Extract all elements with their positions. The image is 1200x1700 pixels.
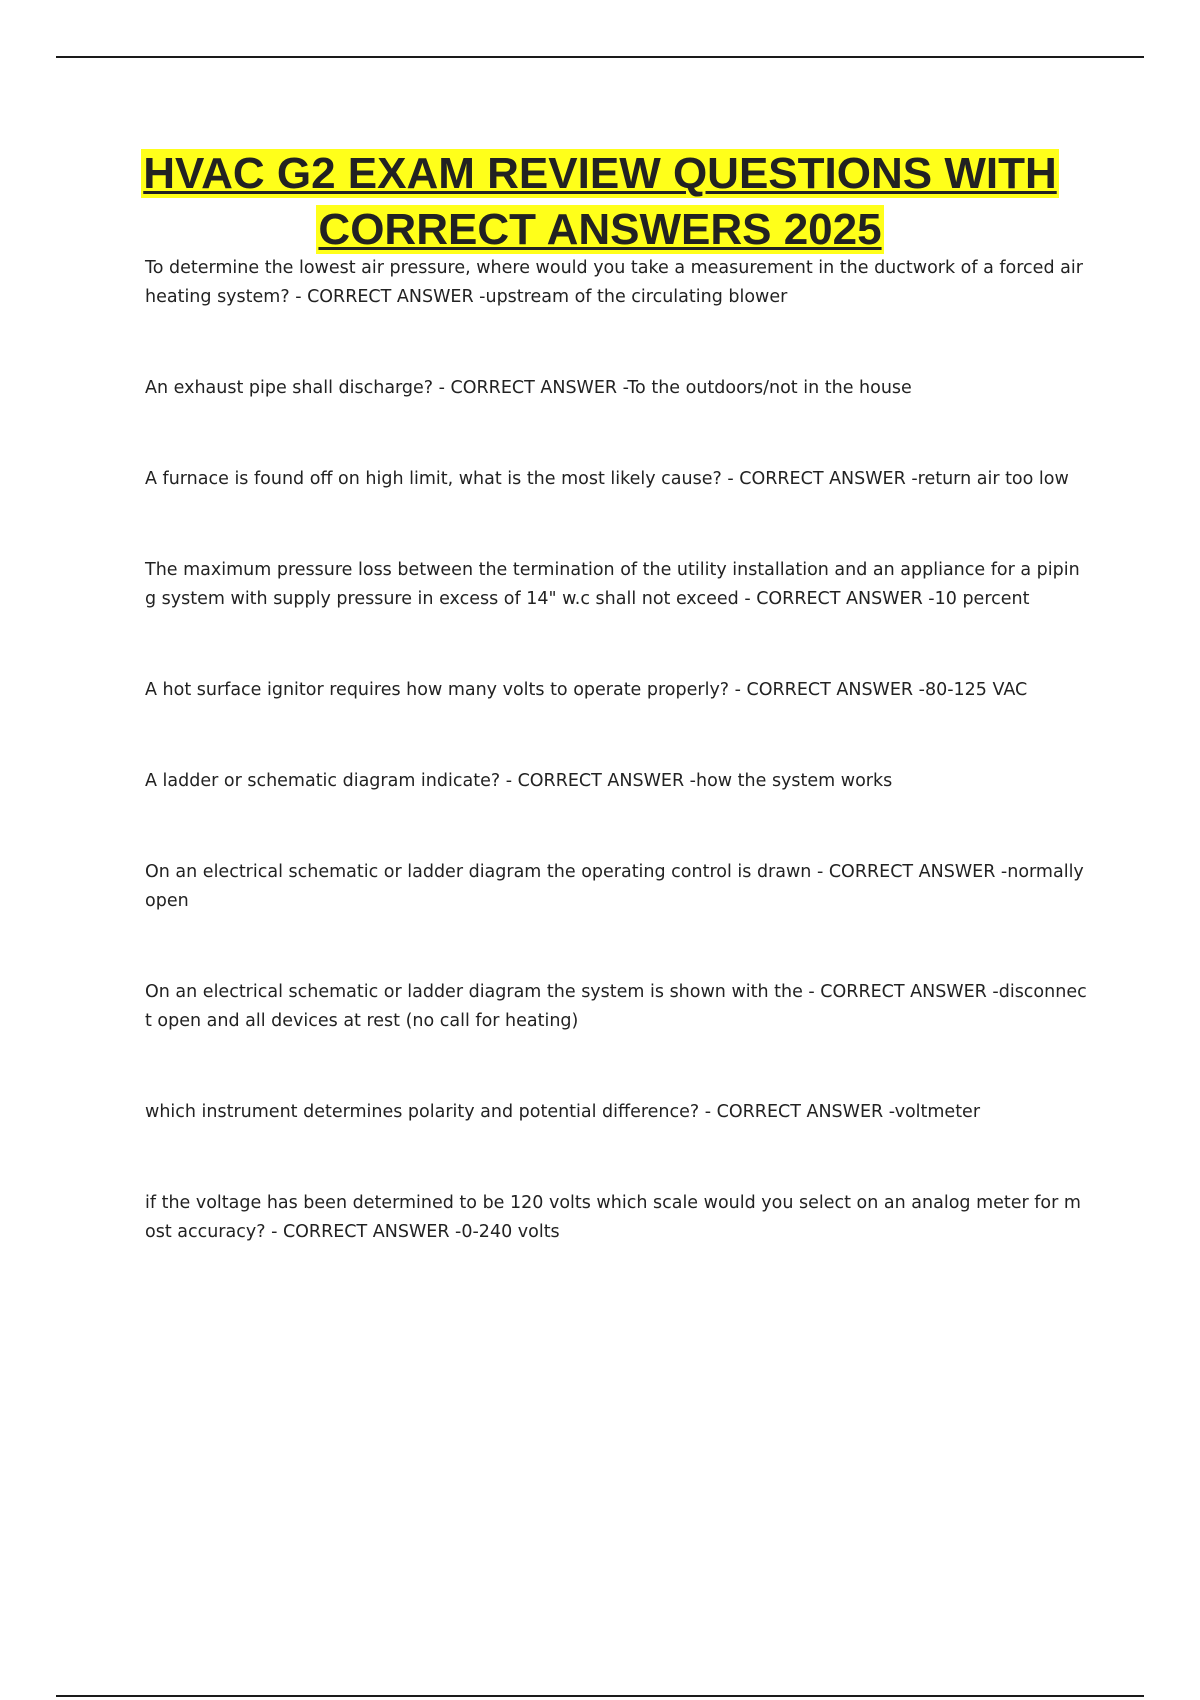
qa-item (145, 556, 1090, 614)
answer-separator: - CORRECT ANSWER - (729, 680, 925, 700)
qa-list (145, 254, 1090, 1309)
answer-separator: - CORRECT ANSWER - (500, 771, 696, 791)
question: which instrument determines polarity and potential difference? (145, 1102, 700, 1122)
question: A ladder or schematic diagram indicate? (145, 771, 501, 791)
qa-item (145, 858, 1090, 916)
answer-separator: - CORRECT ANSWER - (289, 287, 486, 307)
answer: upstream of the circulating blower (485, 287, 788, 307)
qa-item (145, 254, 1090, 312)
question: if the voltage has been determined to be 120 volts which scale would you select on an analog meter for most accuracy? (145, 1193, 1081, 1242)
question: A hot surface ignitor requires how many volts to operate properly? (145, 680, 730, 700)
qa-item (145, 978, 1090, 1036)
document-title (100, 146, 1100, 258)
answer-separator: - CORRECT ANSWER - (738, 589, 935, 609)
question: To determine the lowest air pressure, where would you take a measurement in the ductwork of a forced air heating system? (145, 258, 1083, 307)
answer: 10 percent (934, 589, 1030, 609)
answer: To the outdoors/not in the house (627, 378, 912, 398)
qa-item (145, 465, 1090, 494)
answer: normally open (145, 862, 1084, 911)
answer: 0-240 volts (461, 1222, 560, 1242)
answer-separator: - CORRECT ANSWER - (433, 378, 628, 398)
answer-separator: - CORRECT ANSWER - (721, 469, 918, 489)
qa-item (145, 676, 1090, 705)
answer: 80-125 VAC (924, 680, 1028, 700)
question: An exhaust pipe shall discharge? (145, 378, 434, 398)
answer: disconnect open and all devices at rest (no call for heating) (145, 982, 1087, 1031)
answer: voltmeter (894, 1102, 981, 1122)
answer: how the system works (695, 771, 893, 791)
document-title-text: HVAC G2 EXAM REVIEW QUESTIONS WITH CORRECT ANSWERS 2025 (143, 149, 1057, 254)
top-rule (56, 56, 1144, 58)
question: The maximum pressure loss between the termination of the utility installation and an appliance for a piping system with supply pressure in excess of 14" w.c shall not exceed (145, 560, 1080, 609)
answer-separator: - CORRECT ANSWER - (802, 982, 999, 1002)
qa-item (145, 1189, 1090, 1247)
answer-separator: - CORRECT ANSWER - (811, 862, 1008, 882)
question: On an electrical schematic or ladder diagram the system is shown with the (145, 982, 803, 1002)
bottom-rule (56, 1695, 1144, 1697)
qa-item (145, 1098, 1090, 1127)
question: On an electrical schematic or ladder diagram the operating control is drawn (145, 862, 812, 882)
answer-separator: - CORRECT ANSWER - (699, 1102, 895, 1122)
answer-separator: - CORRECT ANSWER - (265, 1222, 462, 1242)
qa-item (145, 374, 1090, 403)
answer: return air too low (917, 469, 1069, 489)
question: A furnace is found off on high limit, what is the most likely cause? (145, 469, 722, 489)
qa-item (145, 767, 1090, 796)
